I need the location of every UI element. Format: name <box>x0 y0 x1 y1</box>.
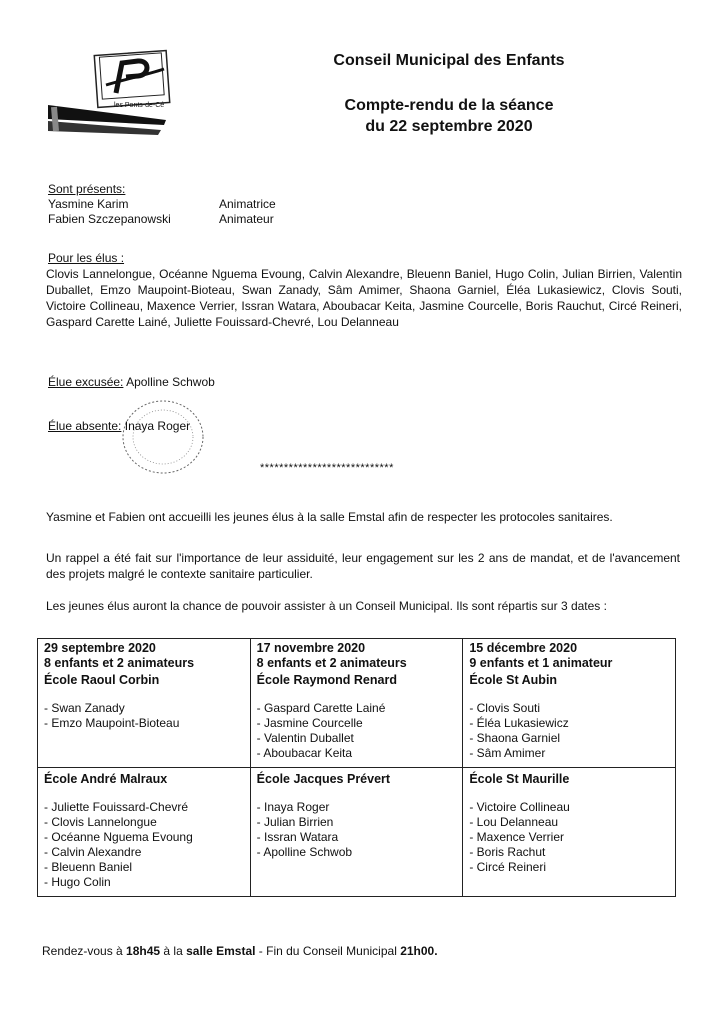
schedule-cell <box>38 768 251 897</box>
list-item: - Victoire Collineau <box>469 800 570 814</box>
footer-place: salle Emstal <box>186 944 256 958</box>
excused-name: Apolline Schwob <box>126 375 215 389</box>
student-list <box>257 701 457 761</box>
list-item: - Circé Reineri <box>469 860 546 874</box>
list-item: - Juliette Fouissard-Chevré <box>44 800 189 814</box>
list-item: - Gaspard Carette Lainé <box>256 701 386 715</box>
schedule-cell <box>463 768 676 897</box>
absent-line <box>48 419 190 433</box>
official-stamp <box>117 395 209 479</box>
logo-text: les Ponts-de-Cé <box>114 102 165 109</box>
excused-line <box>48 375 215 389</box>
session-date: 17 novembre 2020 <box>256 641 366 655</box>
student-list <box>469 701 669 761</box>
list-item: - Calvin Alexandre <box>44 845 142 859</box>
absent-name: Inaya Roger <box>124 419 191 433</box>
school-name: École St Maurille <box>469 772 570 786</box>
list-item: - Boris Rachut <box>469 845 546 859</box>
present-name-1: Yasmine Karim <box>48 197 129 211</box>
list-item: - Hugo Colin <box>44 875 111 889</box>
absent-label: Élue absente: <box>48 419 122 433</box>
list-item: - Shaona Garniel <box>469 731 561 745</box>
present-role-1: Animatrice <box>219 197 276 211</box>
schedule-cell <box>250 639 463 768</box>
session-date: 15 décembre 2020 <box>469 641 578 655</box>
list-item: - Océanne Nguema Evoung <box>44 830 193 844</box>
excused-label: Élue excusée: <box>48 375 124 389</box>
list-item: - Julian Birrien <box>256 815 334 829</box>
school-name: École Raoul Corbin <box>44 673 160 687</box>
list-item: - Aboubacar Keita <box>256 746 353 760</box>
list-item: - Inaya Roger <box>256 800 330 814</box>
schedule-cell <box>38 639 251 768</box>
schedule-cell <box>463 639 676 768</box>
list-item: - Clovis Souti <box>469 701 540 715</box>
schedule-table <box>37 638 676 897</box>
paragraph-2: Un rappel a été fait sur l'importance de leur assiduité, leur engagement sur les 2 ans de mandat, et de l'avancement des projets malgré le contexte sanitaire particulier. <box>46 551 680 581</box>
paragraph-1: Yasmine et Fabien ont accueilli les jeunes élus à la salle Emstal afin de respecter les protocoles sanitaires. <box>46 510 613 524</box>
elus-heading: Pour les élus : <box>48 251 125 265</box>
list-item: - Emzo Maupoint-Bioteau <box>44 716 180 730</box>
student-list <box>44 800 244 890</box>
present-role-2: Animateur <box>219 212 274 226</box>
footer-note <box>42 944 438 958</box>
session-participants: 8 enfants et 2 animateurs <box>44 656 195 670</box>
logo-graphic <box>48 51 170 135</box>
school-name: École Raymond Renard <box>256 673 397 687</box>
student-list <box>44 701 244 731</box>
document-subtitle <box>264 95 634 137</box>
schedule-cell <box>250 768 463 897</box>
separator: **************************** <box>260 462 394 474</box>
list-item: - Maxence Verrier <box>469 830 565 844</box>
student-list <box>257 800 457 860</box>
footer-text-1: Rendez-vous à <box>42 944 127 958</box>
list-item: - Jasmine Courcelle <box>256 716 363 730</box>
list-item: - Lou Delanneau <box>469 815 559 829</box>
elus-list: Clovis Lannelongue, Océanne Nguema Evoung, Calvin Alexandre, Bleuenn Baniel, Hugo Colin, Julian Birrien, Valentin Duballet, Emzo Maupoint-Bioteau, Swan Zanady, Sâm Amimer, Shaona Garniel, Éléa Lukasiewicz, Clovis Souti, Victoire Collineau, Maxence Verrier, Issran Watara, Aboubacar Keita, Jasmine Courcelle, Boris Rauchut, Circé Reineri, Gaspard Carette Lainé, Juliette Fouissard-Chevré, Lou Delanneau <box>46 267 682 329</box>
subtitle-line-1: Compte-rendu de la séance <box>344 97 554 114</box>
list-item: - Swan Zanady <box>44 701 125 715</box>
session-date: 29 septembre 2020 <box>44 641 156 655</box>
list-item: - Clovis Lannelongue <box>44 815 157 829</box>
footer-text-2: à la <box>160 944 187 958</box>
municipal-logo <box>46 45 186 145</box>
school-name: École André Malraux <box>44 772 168 786</box>
table-row <box>38 768 676 897</box>
footer-text-3: - Fin du Conseil Municipal <box>255 944 401 958</box>
table-row <box>38 639 676 768</box>
list-item: - Issran Watara <box>256 830 339 844</box>
footer-start-time: 18h45 <box>126 944 161 958</box>
school-name: École Jacques Prévert <box>256 772 391 786</box>
list-item: - Éléa Lukasiewicz <box>469 716 569 730</box>
document-title: Conseil Municipal des Enfants <box>333 52 565 69</box>
list-item: - Valentin Duballet <box>256 731 354 745</box>
present-name-2: Fabien Szczepanowski <box>48 212 171 226</box>
session-participants: 9 enfants et 1 animateur <box>469 656 613 670</box>
subtitle-line-2: du 22 septembre 2020 <box>365 118 533 135</box>
list-item: - Sâm Amimer <box>469 746 546 760</box>
list-item: - Bleuenn Baniel <box>44 860 133 874</box>
footer-end-time: 21h00. <box>400 944 438 958</box>
presents-heading: Sont présents: <box>48 182 126 196</box>
paragraph-3: Les jeunes élus auront la chance de pouvoir assister à un Conseil Municipal. Ils sont répartis sur 3 dates : <box>46 599 607 613</box>
student-list <box>469 800 669 875</box>
list-item: - Apolline Schwob <box>256 845 353 859</box>
session-participants: 8 enfants et 2 animateurs <box>256 656 407 670</box>
school-name: École St Aubin <box>469 673 558 687</box>
